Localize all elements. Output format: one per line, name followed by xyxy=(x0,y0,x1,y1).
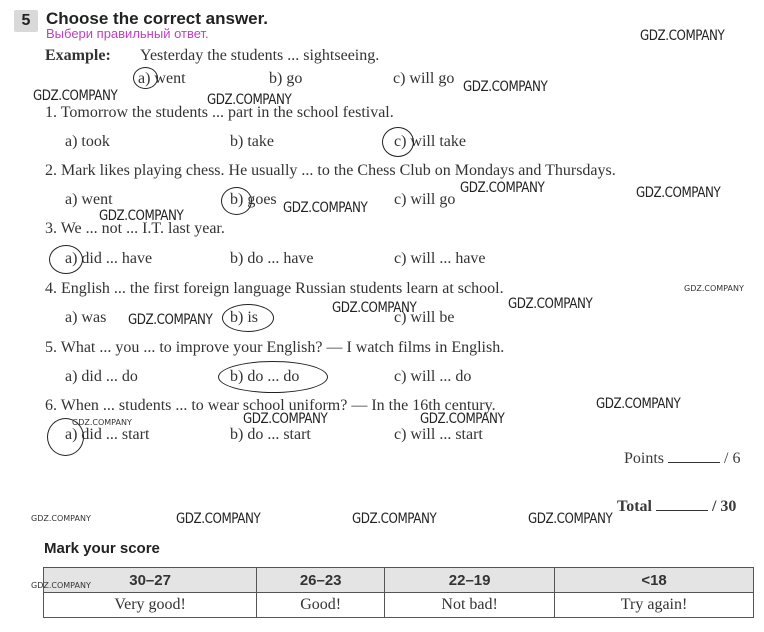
example-option-c: c) will go xyxy=(393,70,455,87)
watermark: GDZ.COMPANY xyxy=(352,511,437,527)
q1-option-b[interactable]: b) take xyxy=(230,133,274,150)
points-line xyxy=(624,450,740,468)
answer-circle xyxy=(382,127,414,157)
exercise-title: Choose the correct answer. xyxy=(46,9,269,28)
example-text: Yesterday the students ... sightseeing. xyxy=(140,47,380,64)
question-6: 6. When ... students ... to wear school uniform? — In the 16th century. xyxy=(45,397,496,414)
example-option-b: b) go xyxy=(269,70,303,87)
watermark: GDZ.COMPANY xyxy=(99,208,184,224)
score-range: 26–23 xyxy=(257,568,385,593)
total-line xyxy=(617,498,736,516)
answer-circle xyxy=(49,245,83,274)
answer-circle xyxy=(221,187,252,215)
watermark: GDZ.COMPANY xyxy=(508,296,593,312)
q4-option-b[interactable]: b) is xyxy=(230,309,258,326)
watermark: GDZ.COMPANY xyxy=(528,511,613,527)
score-label: Not bad! xyxy=(385,593,555,618)
q2-option-c[interactable]: c) will go xyxy=(394,191,456,208)
points-label: Points xyxy=(624,450,665,467)
watermark: GDZ.COMPANY xyxy=(684,284,744,293)
watermark: GDZ.COMPANY xyxy=(176,511,261,527)
question-5: 5. What ... you ... to improve your English? — I watch films in English. xyxy=(45,339,505,356)
score-range: 30–27 xyxy=(44,568,257,593)
watermark: GDZ.COMPANY xyxy=(640,28,725,44)
example-option-a: a) went xyxy=(138,70,186,87)
score-label: Good! xyxy=(257,593,385,618)
watermark: GDZ.COMPANY xyxy=(128,312,213,328)
q6-option-b[interactable]: b) do ... start xyxy=(230,426,311,443)
q3-option-c[interactable]: c) will ... have xyxy=(394,250,486,267)
q2-option-b[interactable]: b) goes xyxy=(230,191,277,208)
q3-option-b[interactable]: b) do ... have xyxy=(230,250,314,267)
watermark: GDZ.COMPANY xyxy=(463,79,548,95)
points-max: / 6 xyxy=(724,450,741,467)
question-3: 3. We ... not ... I.T. last year. xyxy=(45,220,225,237)
watermark: GDZ.COMPANY xyxy=(636,185,721,201)
score-heading: Mark your score xyxy=(44,540,160,557)
watermark: GDZ.COMPANY xyxy=(596,396,681,412)
watermark: GDZ.COMPANY xyxy=(243,411,328,427)
q5-option-b[interactable]: b) do ... do xyxy=(230,368,300,385)
total-label: Total xyxy=(617,498,652,515)
watermark: GDZ.COMPANY xyxy=(283,200,368,216)
score-labels-row xyxy=(44,593,754,618)
watermark: GDZ.COMPANY xyxy=(72,418,132,427)
watermark: GDZ.COMPANY xyxy=(332,300,417,316)
watermark: GDZ.COMPANY xyxy=(420,411,505,427)
answer-circle xyxy=(133,67,158,89)
total-blank[interactable] xyxy=(656,510,708,511)
watermark: GDZ.COMPANY xyxy=(33,88,118,104)
q5-option-a[interactable]: a) did ... do xyxy=(65,368,138,385)
watermark: GDZ.COMPANY xyxy=(31,514,91,523)
watermark: GDZ.COMPANY xyxy=(207,92,292,108)
score-label: Try again! xyxy=(555,593,754,618)
score-table xyxy=(43,567,754,618)
q6-option-c[interactable]: c) will ... start xyxy=(394,426,483,443)
answer-circle xyxy=(218,361,328,393)
q3-option-a[interactable]: a) did ... have xyxy=(65,250,153,267)
q4-option-a[interactable]: a) was xyxy=(65,309,107,326)
watermark: GDZ.COMPANY xyxy=(460,180,545,196)
example-label: Example: xyxy=(45,47,111,64)
score-ranges-row xyxy=(44,568,754,593)
total-max: / 30 xyxy=(711,498,737,515)
q6-option-a[interactable]: a) did ... start xyxy=(65,426,150,443)
q1-option-a[interactable]: a) took xyxy=(65,133,110,150)
points-blank[interactable] xyxy=(668,462,720,463)
question-1: 1. Tomorrow the students ... part in the school festival. xyxy=(45,104,394,121)
score-label: Very good! xyxy=(44,593,257,618)
q1-option-c[interactable]: c) will take xyxy=(394,133,466,150)
exercise-subtitle: Выбери правильный ответ. xyxy=(46,26,209,41)
answer-circle xyxy=(222,304,274,332)
q2-option-a[interactable]: a) went xyxy=(65,191,113,208)
watermark: GDZ.COMPANY xyxy=(31,581,91,590)
q5-option-c[interactable]: c) will ... do xyxy=(394,368,472,385)
q4-option-c[interactable]: c) will be xyxy=(394,309,455,326)
question-4: 4. English ... the first foreign language Russian students learn at school. xyxy=(45,280,504,297)
exercise-number: 5 xyxy=(14,10,38,32)
score-range: 22–19 xyxy=(385,568,555,593)
score-range: <18 xyxy=(555,568,754,593)
question-2: 2. Mark likes playing chess. He usually ... to the Chess Club on Mondays and Thursdays. xyxy=(45,162,616,179)
